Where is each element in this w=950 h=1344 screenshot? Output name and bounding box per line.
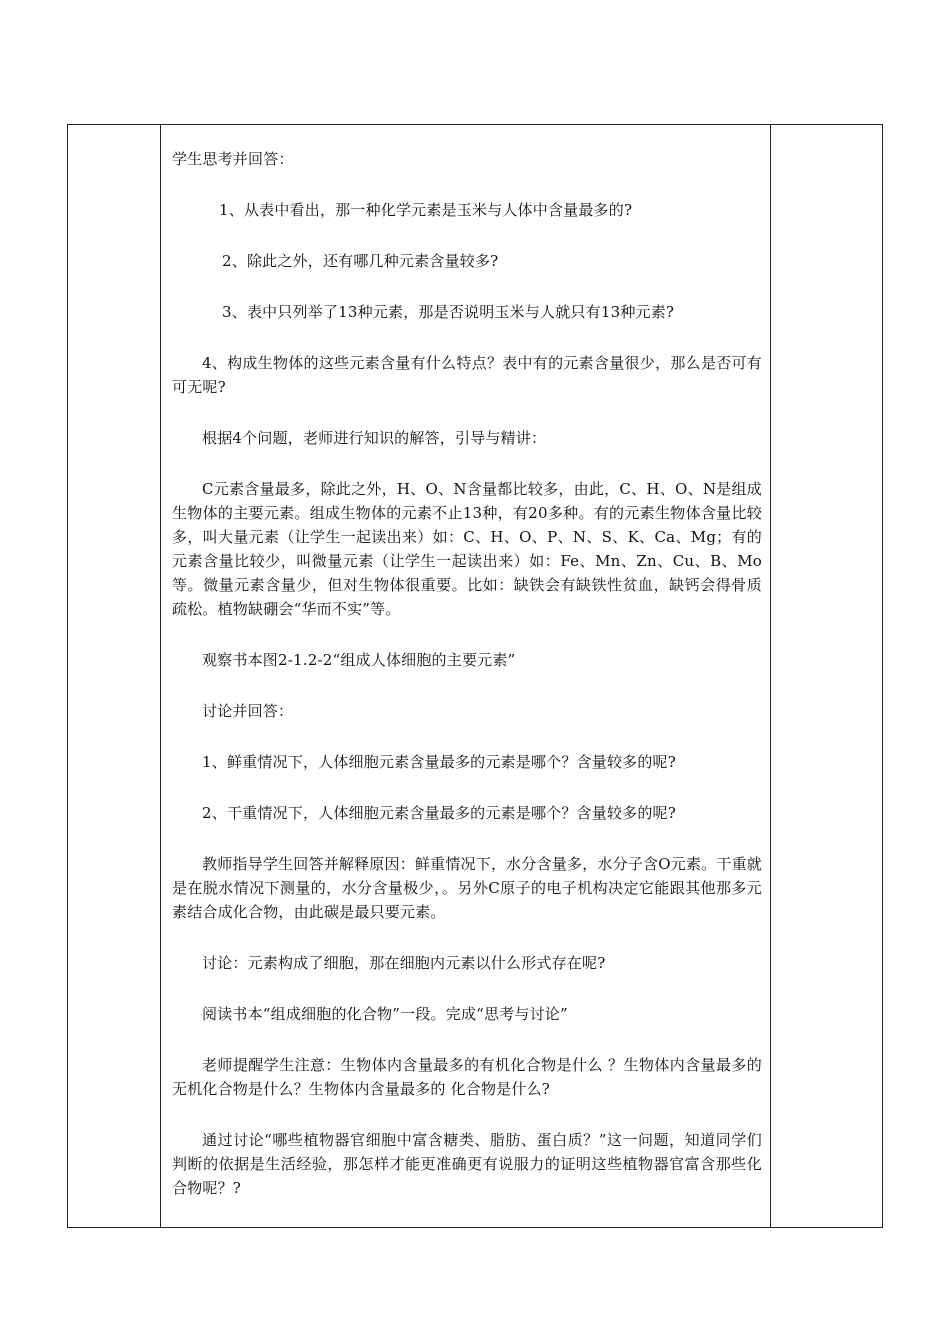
elements-explanation: C元素含量最多，除此之外，H、O、N含量都比较多，由此，C、H、O、N是组成生物体的主要元素。组成生物体的元素不止13种，有20多种。有的元素生物体含量比较多，叫大量元素（让学生一起读出来）如：C、H、O、P、N、S、K、Ca、Mg；有的元素含量比较少，叫微量元素（让学生一起读出来）如：Fe、Mn、Zn、Cu、B、Mo等。微量元素含量少，但对生物体很重要。比如：缺铁会有缺铁性贫血，缺钙会得骨质疏松。植物缺硼会“华而不实”等。 [172,480,762,618]
discussion-question-2: 2、干重情况下，人体细胞元素含量最多的元素是哪个？含量较多的呢? [202,804,676,822]
teacher-guidance: 教师指导学生回答并解释原因：鲜重情况下，水分含量多，水分子含O元素。干重就是在脱水情况下测量的，水分含量极少，。另外C原子的电子机构决定它能跟其他那多元素结合成化合物，由此碳是最只要元素。 [172,855,762,921]
discussion-question-1: 1、鲜重情况下，人体细胞元素含量最多的元素是哪个？含量较多的呢? [202,753,676,771]
content-cell [161,125,771,1228]
left-empty-cell [68,125,161,1228]
right-empty-cell [771,125,883,1228]
question-3: 3、表中只列举了13种元素，那是否说明玉米与人就只有13种元素? [222,303,675,321]
reading-task: 阅读书本“组成细胞的化合物”一段。完成“思考与讨论” [202,1005,568,1023]
question-2: 2、除此之外，还有哪几种元素含量较多? [222,252,499,270]
teacher-explanation-intro: 根据4个问题，老师进行知识的解答，引导与精讲： [202,429,547,447]
table-row [68,125,883,1228]
lesson-content [161,125,770,1200]
student-think-heading: 学生思考并回答： [172,150,294,168]
question-4: 4、构成生物体的这些元素含量有什么特点？表中有的元素含量很少，那么是否可有可无呢? [172,354,762,396]
plant-organs-discussion: 通过讨论“哪些植物器官细胞中富含糖类、脂肪、蛋白质？”这一问题，知道同学们判断的依据是生活经验，那怎样才能更准确更有说服力的证明这些植物器官富含那些化合物呢？? [172,1131,762,1197]
lesson-plan-table [67,124,883,1228]
teacher-reminder: 老师提醒学生注意：生物体内含量最多的有机化合物是什么 ？生物体内含量最多的无机化合物是什么？生物体内含量最多的 化合物是什么? [172,1056,762,1098]
question-1: 1、从表中看出，那一种化学元素是玉米与人体中含量最多的? [219,201,633,219]
discussion-elements-form: 讨论：元素构成了细胞，那在细胞内元素以什么形式存在呢? [202,954,606,972]
discuss-heading: 讨论并回答： [202,702,294,720]
observe-figure: 观察书本图2-1.2-2“组成人体细胞的主要元素” [202,651,516,669]
